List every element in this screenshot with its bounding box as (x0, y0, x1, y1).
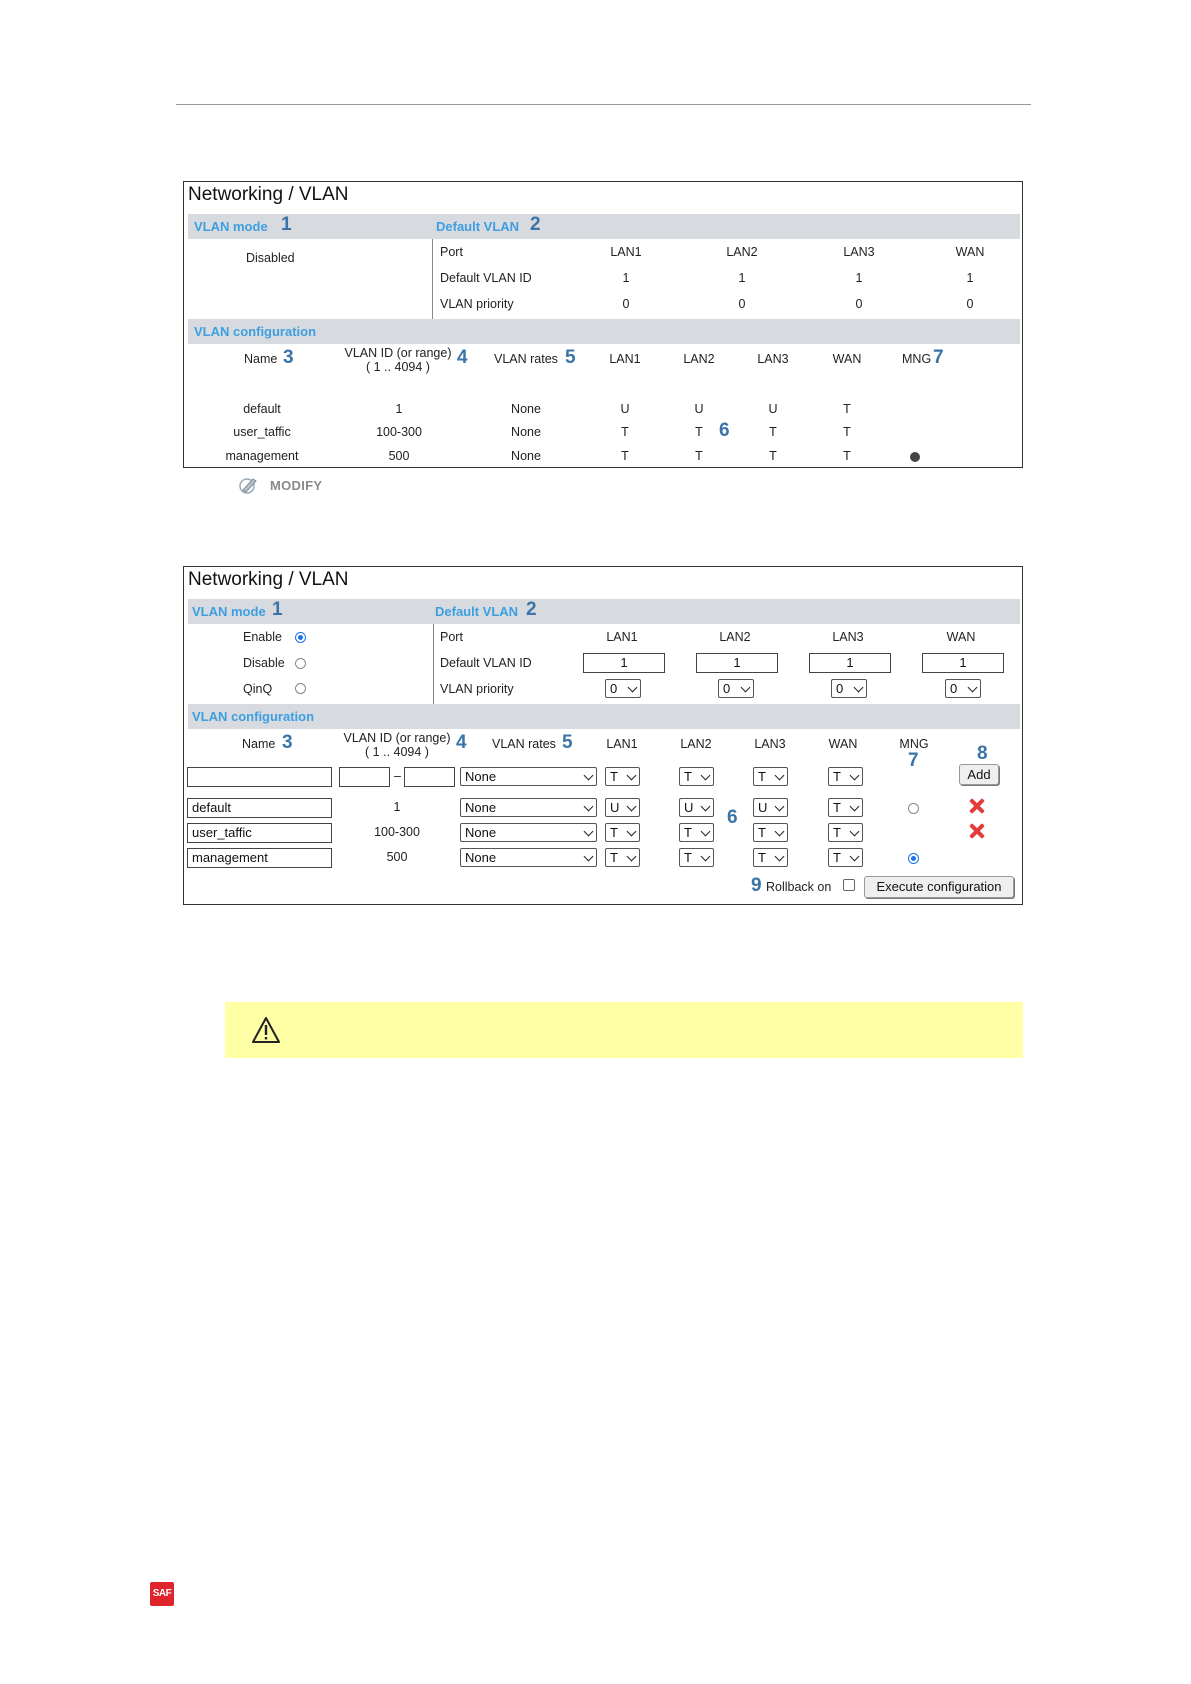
col-name: Name (244, 352, 278, 366)
callout-6: 6 (719, 420, 730, 441)
mode-enable-label: Enable (243, 630, 282, 644)
execute-configuration-button[interactable]: Execute configuration (864, 876, 1014, 898)
callout-5: 5 (562, 732, 573, 753)
row-vlan-id: 1 (393, 800, 401, 814)
col-lan3: LAN3 (757, 352, 789, 366)
modify-button[interactable] (237, 475, 337, 497)
mng-radio[interactable] (908, 853, 919, 864)
default-vlan-id-wan-input[interactable]: 1 (922, 653, 1004, 673)
row-lan1: U (620, 402, 630, 416)
col-lan2: LAN2 (680, 737, 712, 751)
row-lan2-select[interactable] (679, 848, 714, 867)
port-lan2: LAN2 (726, 245, 758, 259)
new-name-input[interactable] (187, 767, 332, 787)
callout-2: 2 (526, 599, 537, 620)
vlan-config-label: VLAN configuration (192, 709, 315, 724)
tag-value: U (610, 800, 620, 815)
default-vlan-id-label: Default VLAN ID (440, 656, 532, 670)
tag-value: T (758, 769, 766, 784)
rate-value: None (465, 800, 497, 815)
default-vlan-id-lan1-input[interactable]: 1 (583, 653, 665, 673)
col-rates: VLAN rates (492, 737, 556, 751)
port-wan: WAN (955, 245, 985, 259)
vlan-mode-band (188, 214, 1020, 239)
callout-5: 5 (565, 347, 576, 368)
tag-value: U (758, 800, 768, 815)
row-lan2: T (695, 449, 703, 463)
callout-3: 3 (283, 347, 294, 368)
row-lan1: T (621, 425, 629, 439)
row-lan3: T (769, 425, 777, 439)
vlan-mode-label: VLAN mode (192, 604, 266, 619)
col-mng: MNG (902, 352, 932, 366)
vlan-view-panel (183, 181, 1023, 468)
vlan-mode-label: VLAN mode (194, 219, 268, 234)
port-lan1: LAN1 (606, 630, 638, 644)
row-wan-select[interactable] (828, 848, 863, 867)
default-vlan-id-label: Default VLAN ID (440, 271, 532, 285)
divider (433, 624, 434, 704)
tag-value: T (833, 850, 841, 865)
chevron-down-icon (701, 852, 711, 862)
chevron-down-icon (775, 827, 785, 837)
callout-4: 4 (456, 732, 467, 753)
col-wan: WAN (828, 737, 858, 751)
chevron-down-icon (627, 802, 637, 812)
priority-lan2-select[interactable] (718, 679, 754, 698)
priority-lan2: 0 (738, 297, 746, 311)
row-name: user_taffic (233, 425, 291, 439)
tag-value: T (833, 800, 841, 815)
row-lan2-select[interactable] (679, 823, 714, 842)
priority-value: 0 (610, 681, 618, 696)
chevron-down-icon (584, 827, 594, 837)
callout-2: 2 (530, 214, 541, 235)
priority-lan3-select[interactable] (831, 679, 867, 698)
default-vlan-id-lan3: 1 (855, 271, 863, 285)
mng-radio[interactable] (908, 803, 919, 814)
chevron-down-icon (741, 683, 751, 693)
default-vlan-id-lan3-input[interactable]: 1 (809, 653, 891, 673)
tag-value: T (758, 850, 766, 865)
rollback-label: Rollback on (766, 880, 832, 894)
chevron-down-icon (701, 771, 711, 781)
vlan-priority-label: VLAN priority (440, 297, 514, 311)
col-vlanid-line1: VLAN ID (or range) (343, 731, 451, 745)
row-wan: T (843, 402, 851, 416)
default-vlan-label: Default VLAN (435, 604, 519, 619)
tag-value: T (833, 769, 841, 784)
tag-value: T (610, 769, 618, 784)
delete-x-icon[interactable] (968, 797, 986, 815)
callout-8: 8 (977, 743, 988, 764)
chevron-down-icon (584, 771, 594, 781)
row-rate: None (511, 402, 541, 416)
mode-qinq-label: QinQ (243, 682, 273, 696)
priority-wan: 0 (966, 297, 974, 311)
port-lan3: LAN3 (843, 245, 875, 259)
row-name-input[interactable]: user_taffic (187, 823, 332, 843)
priority-value: 0 (950, 681, 958, 696)
priority-lan3: 0 (855, 297, 863, 311)
default-vlan-id-lan2: 1 (738, 271, 746, 285)
new-rate-select[interactable] (460, 767, 597, 786)
col-vlanid-line2: ( 1 .. 4094 ) (365, 745, 429, 759)
default-vlan-id-wan: 1 (966, 271, 974, 285)
chevron-down-icon (775, 771, 785, 781)
priority-wan-select[interactable] (945, 679, 981, 698)
priority-lan1: 0 (622, 297, 630, 311)
chevron-down-icon (850, 827, 860, 837)
row-lan2: T (695, 425, 703, 439)
mng-indicator (910, 452, 920, 462)
new-vlan-id-from-input[interactable] (339, 767, 390, 787)
tag-value: T (610, 825, 618, 840)
row-name: default (243, 402, 281, 416)
row-lan3-select[interactable] (753, 798, 788, 817)
row-rate: None (511, 425, 541, 439)
callout-3: 3 (282, 732, 293, 753)
col-lan2: LAN2 (683, 352, 715, 366)
chevron-down-icon (850, 771, 860, 781)
tag-value: T (684, 769, 692, 784)
col-lan1: LAN1 (609, 352, 641, 366)
row-name: management (225, 449, 299, 463)
pencil-icon (237, 475, 259, 495)
row-lan3: T (769, 449, 777, 463)
row-lan1-select[interactable] (605, 798, 640, 817)
warning-triangle-icon (251, 1016, 281, 1044)
priority-lan1-select[interactable] (605, 679, 641, 698)
callout-7: 7 (933, 347, 944, 368)
row-rate-select[interactable] (460, 848, 597, 867)
row-lan2: U (694, 402, 704, 416)
new-lan2-select[interactable] (679, 767, 714, 786)
row-lan1-select[interactable] (605, 848, 640, 867)
chevron-down-icon (701, 827, 711, 837)
row-lan1-select[interactable] (605, 823, 640, 842)
priority-value: 0 (836, 681, 844, 696)
col-mng: MNG (899, 737, 929, 751)
chevron-down-icon (850, 852, 860, 862)
priority-value: 0 (723, 681, 731, 696)
row-lan3: U (768, 402, 778, 416)
page-title: Networking / VLAN (188, 184, 349, 205)
row-wan-select[interactable] (828, 798, 863, 817)
row-lan3-select[interactable] (753, 823, 788, 842)
rate-value: None (465, 850, 497, 865)
callout-7: 7 (908, 750, 919, 771)
chevron-down-icon (627, 771, 637, 781)
port-header: Port (440, 630, 463, 644)
rate-value: None (465, 769, 497, 784)
row-rate: None (511, 449, 541, 463)
default-vlan-id-lan1: 1 (622, 271, 630, 285)
chevron-down-icon (584, 802, 594, 812)
row-name-input[interactable]: default (187, 798, 332, 818)
callout-6: 6 (727, 807, 738, 828)
tag-value: T (684, 825, 692, 840)
row-wan: T (843, 449, 851, 463)
col-lan3: LAN3 (754, 737, 786, 751)
warning-note (225, 1002, 1023, 1058)
chevron-down-icon (627, 852, 637, 862)
row-vlan-id: 1 (395, 402, 403, 416)
delete-x-icon[interactable] (968, 822, 986, 840)
row-wan: T (843, 425, 851, 439)
new-wan-select[interactable] (828, 767, 863, 786)
col-wan: WAN (832, 352, 862, 366)
chevron-down-icon (775, 852, 785, 862)
mode-disable-label: Disable (243, 656, 285, 670)
col-vlanid-line1: VLAN ID (or range) (344, 346, 452, 360)
tag-value: T (684, 850, 692, 865)
chevron-down-icon (968, 683, 978, 693)
modify-label: MODIFY (270, 478, 323, 493)
page-title: Networking / VLAN (188, 569, 349, 590)
vlan-priority-label: VLAN priority (440, 682, 514, 696)
vlan-edit-panel (183, 566, 1023, 905)
col-name: Name (242, 737, 276, 751)
mode-disable-radio[interactable] (295, 658, 306, 669)
default-vlan-id-lan2-input[interactable]: 1 (696, 653, 778, 673)
vlan-mode-band (188, 599, 1020, 624)
mode-enable-radio[interactable] (295, 632, 306, 643)
callout-1: 1 (281, 214, 292, 235)
header-rule (176, 104, 1031, 105)
row-lan1: T (621, 449, 629, 463)
mode-qinq-radio[interactable] (295, 683, 306, 694)
port-lan1: LAN1 (610, 245, 642, 259)
chevron-down-icon (854, 683, 864, 693)
vlan-mode-value: Disabled (246, 251, 295, 265)
row-name-input[interactable]: management (187, 848, 332, 868)
default-vlan-label: Default VLAN (436, 219, 520, 234)
callout-9: 9 (751, 875, 762, 896)
row-rate-select[interactable] (460, 823, 597, 842)
port-lan2: LAN2 (719, 630, 751, 644)
rate-value: None (465, 825, 497, 840)
col-rates: VLAN rates (494, 352, 558, 366)
saf-logo (150, 1582, 174, 1606)
tag-value: T (610, 850, 618, 865)
row-rate-select[interactable] (460, 798, 597, 817)
row-lan2-select[interactable] (679, 798, 714, 817)
chevron-down-icon (701, 802, 711, 812)
port-lan3: LAN3 (832, 630, 864, 644)
new-vlan-id-to-input[interactable] (404, 767, 455, 787)
divider (432, 239, 433, 319)
row-vlan-id: 100-300 (376, 425, 422, 439)
vlan-config-label: VLAN configuration (194, 324, 317, 339)
port-header: Port (440, 245, 463, 259)
chevron-down-icon (628, 683, 638, 693)
tag-value: U (684, 800, 694, 815)
callout-4: 4 (457, 347, 468, 368)
port-wan: WAN (946, 630, 976, 644)
callout-1: 1 (272, 599, 283, 620)
rollback-checkbox[interactable] (843, 879, 855, 891)
chevron-down-icon (850, 802, 860, 812)
add-button[interactable]: Add (959, 764, 999, 785)
range-dash: – (394, 769, 401, 783)
tag-value: T (758, 825, 766, 840)
row-vlan-id: 500 (388, 449, 410, 463)
row-vlan-id: 500 (386, 850, 408, 864)
row-vlan-id: 100-300 (374, 825, 420, 839)
chevron-down-icon (584, 852, 594, 862)
new-lan3-select[interactable] (753, 767, 788, 786)
tag-value: T (833, 825, 841, 840)
row-lan3-select[interactable] (753, 848, 788, 867)
new-lan1-select[interactable] (605, 767, 640, 786)
chevron-down-icon (627, 827, 637, 837)
row-wan-select[interactable] (828, 823, 863, 842)
saf-logo-text: SAF (152, 1588, 172, 1599)
col-vlanid-line2: ( 1 .. 4094 ) (366, 360, 430, 374)
col-lan1: LAN1 (606, 737, 638, 751)
chevron-down-icon (775, 802, 785, 812)
